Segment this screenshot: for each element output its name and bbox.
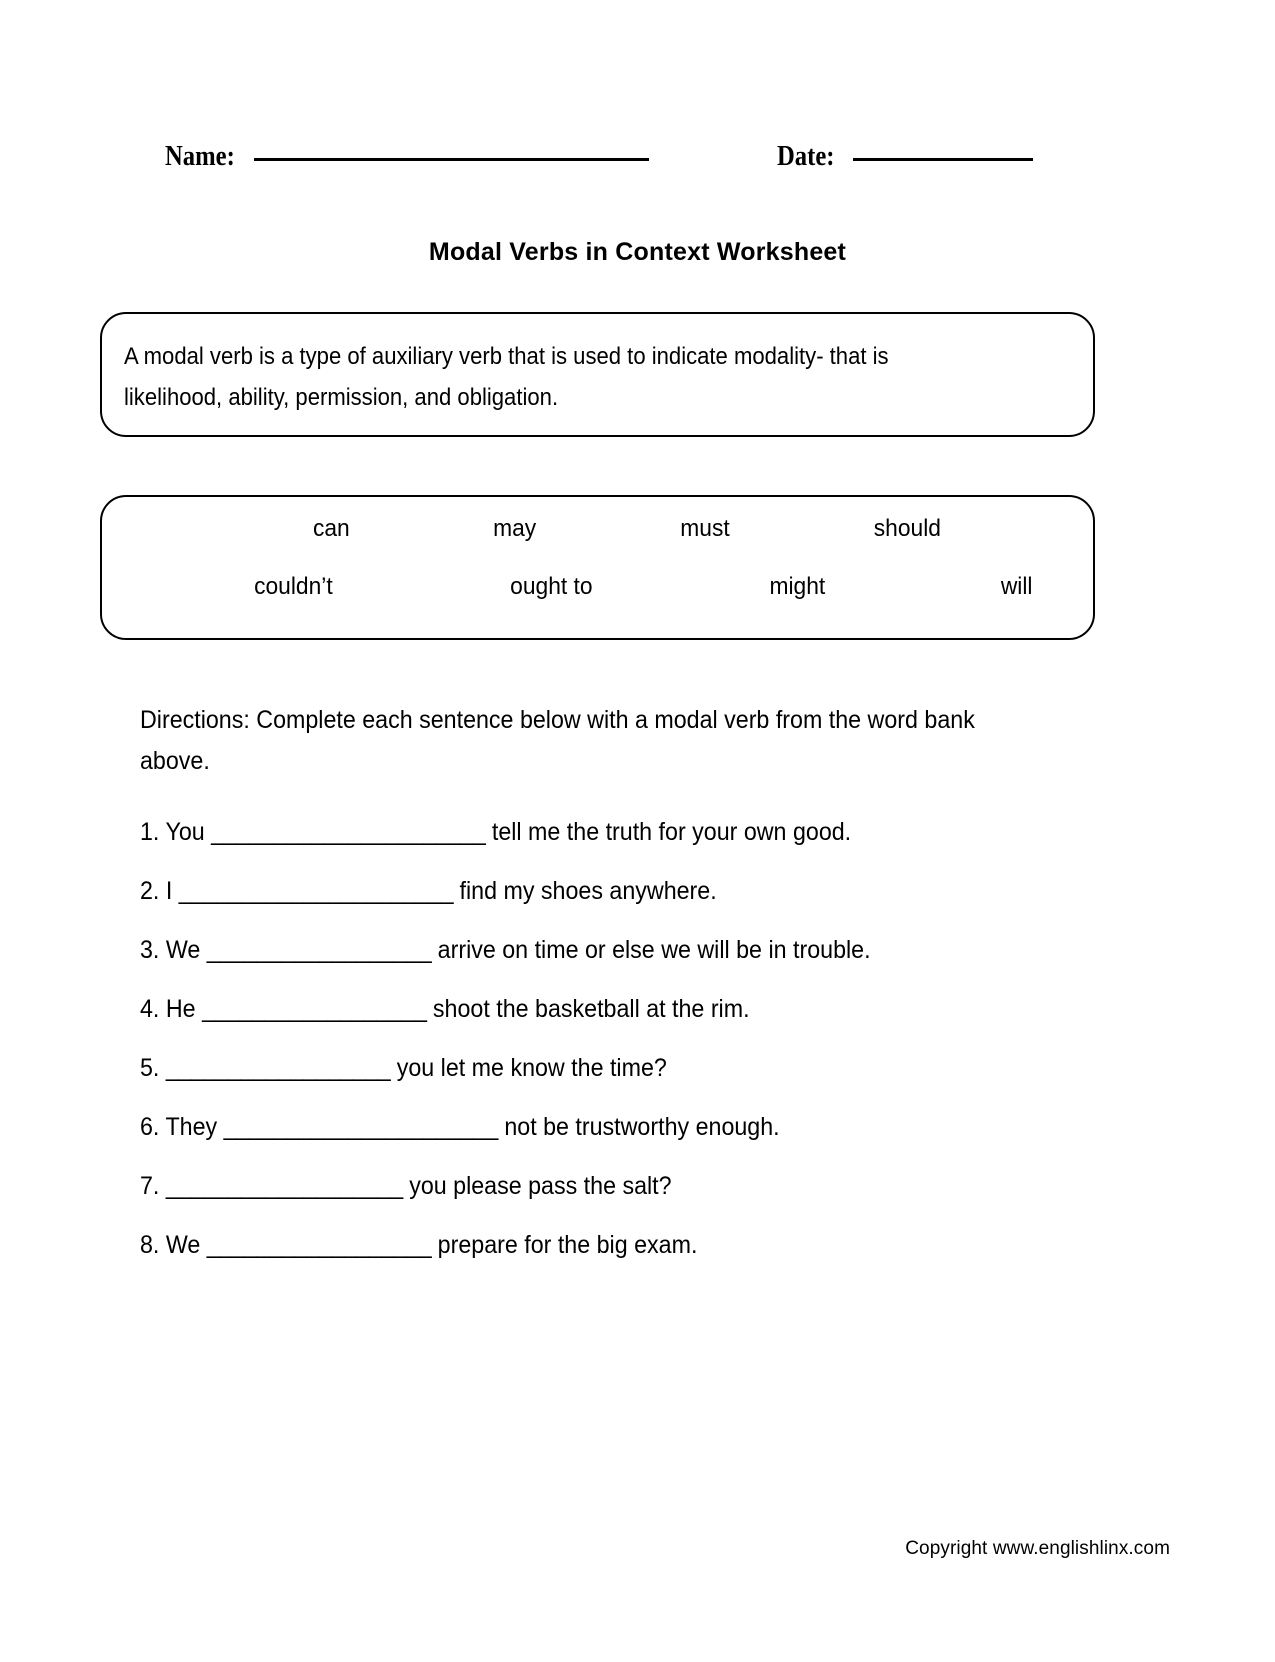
question-item — [140, 818, 1070, 846]
question-item — [140, 1172, 1070, 1200]
word-bank-box — [100, 495, 1095, 640]
answer-blank[interactable]: ___________________ — [165, 1172, 403, 1200]
answer-blank[interactable]: __________________ — [206, 936, 432, 964]
name-write-in-line[interactable] — [254, 158, 649, 161]
date-write-in-line[interactable] — [853, 158, 1033, 161]
page-title: Modal Verbs in Context Worksheet — [428, 238, 847, 266]
directions-text: Directions: Complete each sentence below with a modal verb from the word bank above. — [140, 706, 975, 775]
student-info-header — [165, 142, 1065, 186]
question-lead: I — [165, 877, 173, 905]
question-lead: He — [165, 995, 196, 1023]
question-number: 7. — [140, 1172, 160, 1200]
question-item — [140, 936, 1070, 964]
date-label: Date: — [777, 141, 835, 172]
answer-blank[interactable]: ______________________ — [178, 877, 454, 905]
definition-text: A modal verb is a type of auxiliary verb that is used to indicate modality- that is likelihood, ability, permission, and obligation. — [124, 343, 889, 411]
question-tail: prepare for the big exam. — [437, 1231, 698, 1259]
question-tail: arrive on time or else we will be in trouble. — [437, 936, 871, 964]
answer-blank[interactable]: __________________ — [165, 1054, 391, 1082]
question-number: 5. — [140, 1054, 160, 1082]
question-tail: you let me know the time? — [396, 1054, 667, 1082]
question-number: 1. — [140, 818, 160, 846]
answer-blank[interactable]: __________________ — [202, 995, 427, 1023]
answer-blank[interactable]: ______________________ — [211, 818, 486, 846]
question-item — [140, 877, 1070, 905]
word-bank-row-2 — [102, 573, 1093, 601]
word-bank-item: may — [493, 515, 537, 542]
question-number: 6. — [140, 1113, 160, 1141]
word-bank-item: will — [1000, 573, 1033, 600]
question-number: 4. — [140, 995, 160, 1023]
date-group — [777, 142, 1032, 172]
question-tail: not be trustworthy enough. — [504, 1113, 780, 1141]
question-item — [140, 1113, 1070, 1141]
question-number: 8. — [140, 1231, 160, 1259]
question-item — [140, 995, 1070, 1023]
question-number: 3. — [140, 936, 160, 964]
copyright-notice: Copyright www.englishlinx.com — [905, 1538, 1170, 1559]
answer-blank[interactable]: ______________________ — [223, 1113, 498, 1141]
question-number: 2. — [140, 877, 160, 905]
question-tail: shoot the basketball at the rim. — [432, 995, 750, 1023]
word-bank-item: must — [680, 515, 730, 542]
question-lead: We — [165, 1231, 201, 1259]
question-lead: We — [165, 936, 201, 964]
answer-blank[interactable]: __________________ — [206, 1231, 432, 1259]
question-tail: you please pass the salt? — [409, 1172, 672, 1200]
word-bank-item: ought to — [510, 573, 593, 600]
question-item — [140, 1231, 1070, 1259]
question-tail: find my shoes anywhere. — [459, 877, 717, 905]
word-bank-item: might — [769, 573, 826, 600]
word-bank-item: couldn’t — [254, 573, 333, 600]
word-bank-item: can — [312, 515, 350, 542]
question-tail: tell me the truth for your own good. — [491, 818, 852, 846]
question-list — [140, 818, 1140, 1290]
question-lead: They — [165, 1113, 218, 1141]
definition-box — [100, 312, 1095, 437]
word-bank-item: should — [874, 515, 942, 542]
name-label: Name: — [165, 141, 235, 172]
question-lead: You — [165, 818, 205, 846]
question-item — [140, 1054, 1070, 1082]
word-bank-row-1 — [102, 515, 1093, 543]
